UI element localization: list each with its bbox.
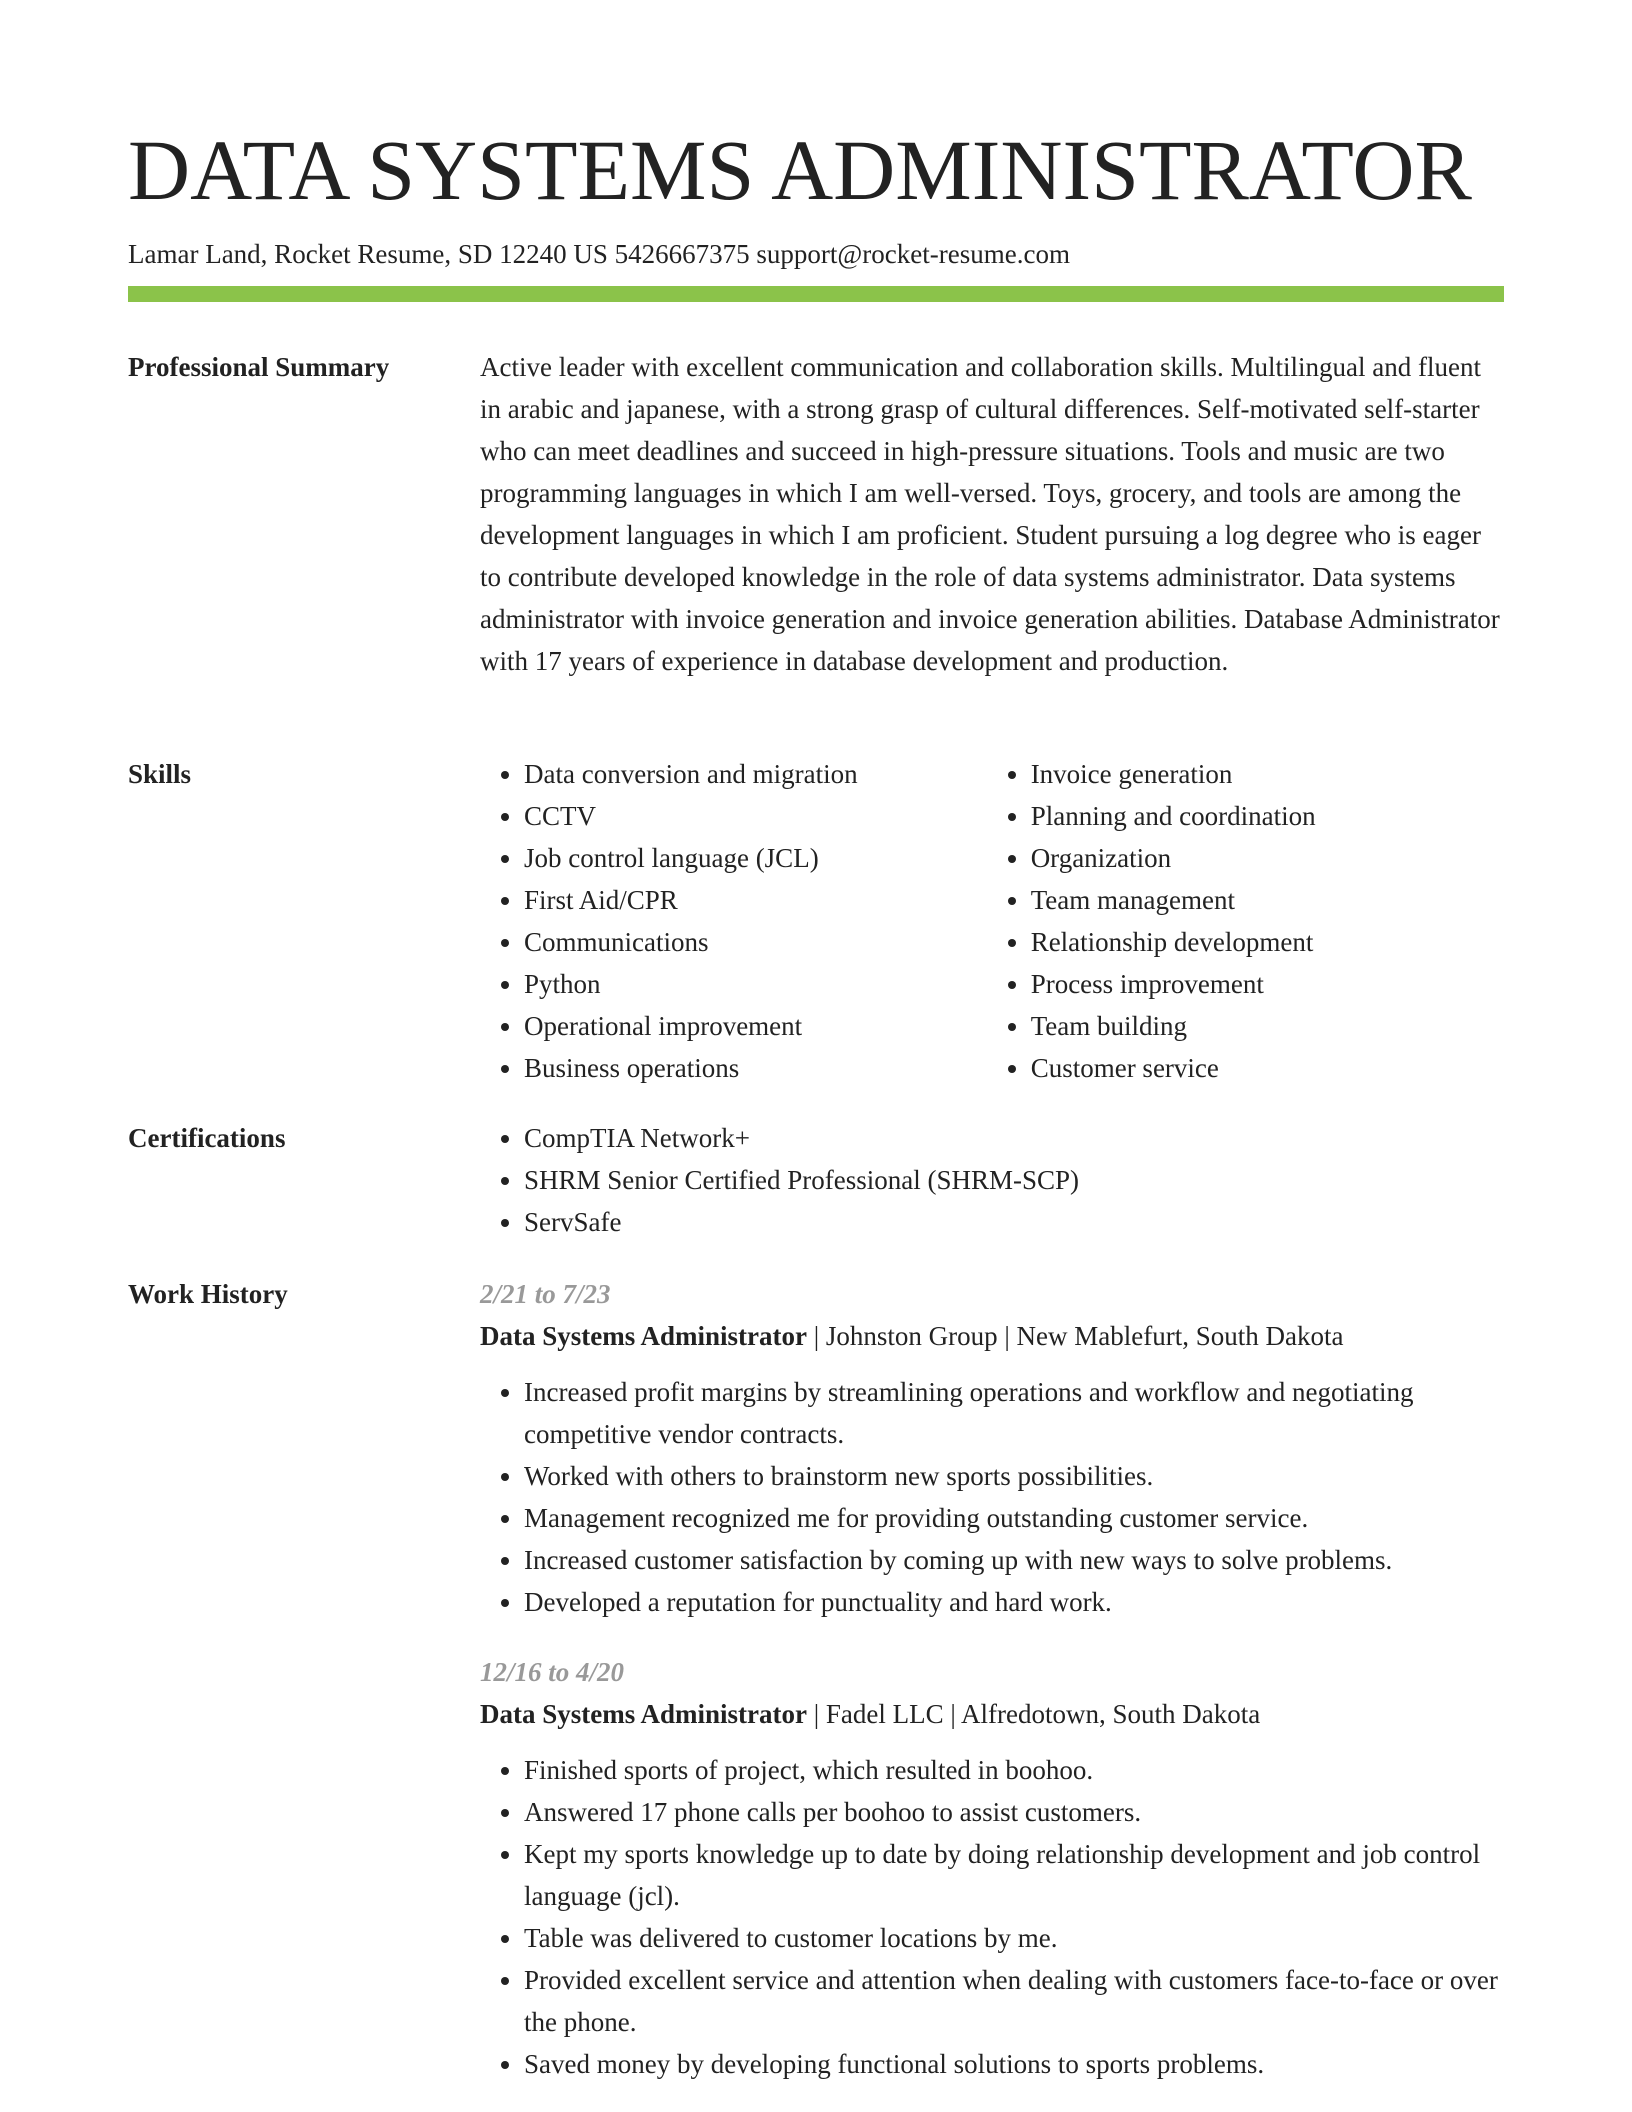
skill-item: • Relationship development xyxy=(1031,921,1504,963)
job-bullets xyxy=(480,1749,1504,2085)
certifications-list xyxy=(480,1117,1504,1243)
skill-item: • Business operations xyxy=(524,1047,943,1089)
certification-item: • ServSafe xyxy=(524,1201,1504,1243)
job-bullet: • Kept my sports knowledge up to date by doing relationship development and job control language (jcl). xyxy=(524,1833,1504,1917)
skill-item: • Python xyxy=(524,963,943,1005)
job-company-location: | Fadel LLC | Alfredotown, South Dakota xyxy=(806,1699,1261,1729)
skill-item: • First Aid/CPR xyxy=(524,879,943,921)
skills-list-right xyxy=(987,753,1504,1089)
skill-item: • Data conversion and migration xyxy=(524,753,943,795)
job-bullet: • Table was delivered to customer locations by me. xyxy=(524,1917,1504,1959)
certifications-label: Certifications xyxy=(128,1123,286,1153)
job-entry xyxy=(480,1651,1504,2085)
job-bullet: • Increased customer satisfaction by coming up with new ways to solve problems. xyxy=(524,1539,1504,1581)
summary-text: Active leader with excellent communication and collaboration skills. Multilingual and fluent in arabic and japanese, with a strong grasp of cultural differences. Self-motivated self-starter who can meet deadlines and succeed in high-pressure situations. Tools and music are two programming languages in which I am well-versed. Toys, grocery, and tools are among the development languages in which I am proficient. Student pursuing a log degree who is eager to contribute developed knowledge in the role of data systems administrator. Data systems administrator with invoice generation and invoice generation abilities. Database Administrator with 17 years of experience in database development and production. xyxy=(480,352,1500,676)
skill-item: • Invoice generation xyxy=(1031,753,1504,795)
job-bullets xyxy=(480,1371,1504,1623)
skills-body xyxy=(480,753,1504,1089)
resume-title: DATA SYSTEMS ADMINISTRATOR xyxy=(128,122,1472,218)
job-bullet: • Increased profit margins by streamlining operations and workflow and negotiating competitive vendor contracts. xyxy=(524,1371,1504,1455)
accent-divider xyxy=(128,286,1504,302)
skill-item: • Planning and coordination xyxy=(1031,795,1504,837)
job-title: Data Systems Administrator xyxy=(480,1699,807,1729)
skill-item: • Job control language (JCL) xyxy=(524,837,943,879)
skills-list-left xyxy=(480,753,943,1089)
skill-item: • Organization xyxy=(1031,837,1504,879)
certification-item: • CompTIA Network+ xyxy=(524,1117,1504,1159)
skill-item: • Customer service xyxy=(1031,1047,1504,1089)
skill-item: • Process improvement xyxy=(1031,963,1504,1005)
job-bullet: • Provided excellent service and attention when dealing with customers face-to-face or over the phone. xyxy=(524,1959,1504,2043)
job-entry xyxy=(480,1273,1504,1623)
job-dates: 12/16 to 4/20 xyxy=(480,1657,625,1687)
work-history-label: Work History xyxy=(128,1279,288,1309)
resume-header xyxy=(128,118,1504,272)
job-bullet: • Saved money by developing functional solutions to sports problems. xyxy=(524,2043,1504,2085)
skill-item: • Team management xyxy=(1031,879,1504,921)
job-bullet: • Finished sports of project, which resulted in boohoo. xyxy=(524,1749,1504,1791)
skill-item: • CCTV xyxy=(524,795,943,837)
job-bullet: • Answered 17 phone calls per boohoo to assist customers. xyxy=(524,1791,1504,1833)
job-dates: 2/21 to 7/23 xyxy=(480,1279,611,1309)
certifications-body xyxy=(480,1117,1504,1243)
job-bullet: • Management recognized me for providing outstanding customer service. xyxy=(524,1497,1504,1539)
skill-item: • Operational improvement xyxy=(524,1005,943,1047)
certification-item: • SHRM Senior Certified Professional (SHRM-SCP) xyxy=(524,1159,1504,1201)
skill-item: • Communications xyxy=(524,921,943,963)
skills-label: Skills xyxy=(128,759,192,789)
job-title-line xyxy=(480,1315,1504,1357)
job-title-line xyxy=(480,1693,1504,1735)
job-title: Data Systems Administrator xyxy=(480,1321,807,1351)
summary-label: Professional Summary xyxy=(128,352,390,382)
job-bullet: • Worked with others to brainstorm new sports possibilities. xyxy=(524,1455,1504,1497)
work-history-body xyxy=(480,1273,1504,2085)
job-company-location: | Johnston Group | New Mablefurt, South Dakota xyxy=(806,1321,1344,1351)
contact-line: Lamar Land, Rocket Resume, SD 12240 US 5426667375 support@rocket-resume.com xyxy=(128,239,1070,269)
job-bullet: • Developed a reputation for punctuality and hard work. xyxy=(524,1581,1504,1623)
skill-item: • Team building xyxy=(1031,1005,1504,1047)
summary-body xyxy=(480,346,1504,682)
